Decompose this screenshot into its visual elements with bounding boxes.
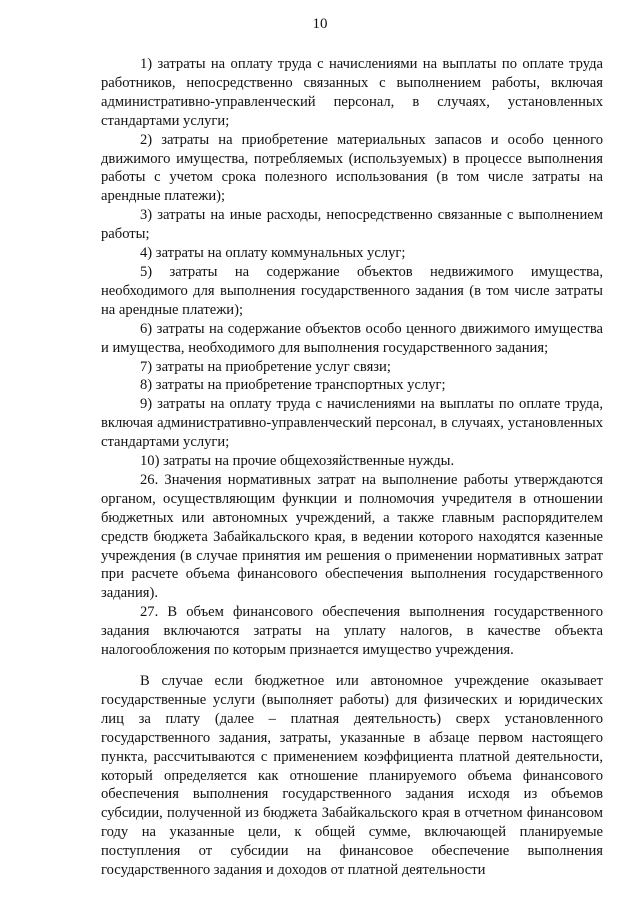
list-item-5: 5) затраты на содержание объектов недвижимого имущества, необходимого для выполнения государственного задания (в том числе затраты на арендные платежи); bbox=[101, 263, 603, 318]
list-item-9: 9) затраты на оплату труда с начислениями на выплаты по оплате труда, включая административно-управленческий персонал, в случаях, установленных стандартами услуги; bbox=[101, 396, 603, 451]
document-body bbox=[101, 55, 603, 880]
list-item-2: 2) затраты на приобретение материальных запасов и особо ценного движимого имущества, потребляемых (используемых) в процессе выполнения работы с учетом срока полезного использования (в том числе затраты на арендные платежи); bbox=[101, 131, 603, 205]
paragraph-26: 26. Значения нормативных затрат на выполнение работы утверждаются органом, осуществляющим функции и полномочия учредителя в отношении бюджетных или автономных учреждений, а также главным распорядителем средств бюджета Забайкальского края, в ведении которого находятся казенные учреждения (в случае принятия им решения о применении нормативных затрат при расчете объема финансового обеспечения выполнения государственного задания). bbox=[101, 471, 603, 602]
list-item-7: 7) затраты на приобретение услуг связи; bbox=[140, 358, 391, 375]
page-number: 10 bbox=[312, 16, 328, 32]
list-item-4: 4) затраты на оплату коммунальных услуг; bbox=[140, 245, 406, 262]
list-item-10: 10) затраты на прочие общехозяйственные нужды. bbox=[140, 453, 455, 470]
list-item-8: 8) затраты на приобретение транспортных услуг; bbox=[140, 377, 446, 394]
paragraph-27: 27. В объем финансового обеспечения выполнения государственного задания включаются затраты на уплату налогов, в качестве объекта налогообложения по которым признается имущество учреждения. bbox=[101, 604, 603, 659]
list-item-3: 3) затраты на иные расходы, непосредственно связанные с выполнением работы; bbox=[101, 207, 603, 243]
list-item-1: 1) затраты на оплату труда с начислениями на выплаты по оплате труда работников, непосредственно связанных с выполнением работы, включая административно-управленческий персонал, в случаях, установленных стандартами услуги; bbox=[101, 56, 603, 129]
paragraph-27-continuation: В случае если бюджетное или автономное учреждение оказывает государственные услуги (выполняет работы) для физических и юридических лиц за плату (далее – платная деятельность) сверх установленного государственного задания, затраты, указанные в абзаце первом настоящего пункта, рассчитываются с применением коэффициента платной деятельности, который определяется как отношение планируемого объема финансового обеспечения выполнения государственного задания исходя из объемов субсидии, полученной из бюджета Забайкальского края в отчетном финансовом году на указанные цели, к общей сумме, включающей планируемые поступления от субсидии на финансовое обеспечение выполнения государственного задания и доходов от платной деятельности bbox=[101, 673, 603, 879]
list-item-6: 6) затраты на содержание объектов особо ценного движимого имущества и имущества, необходимого для выполнения государственного задания; bbox=[101, 320, 603, 356]
